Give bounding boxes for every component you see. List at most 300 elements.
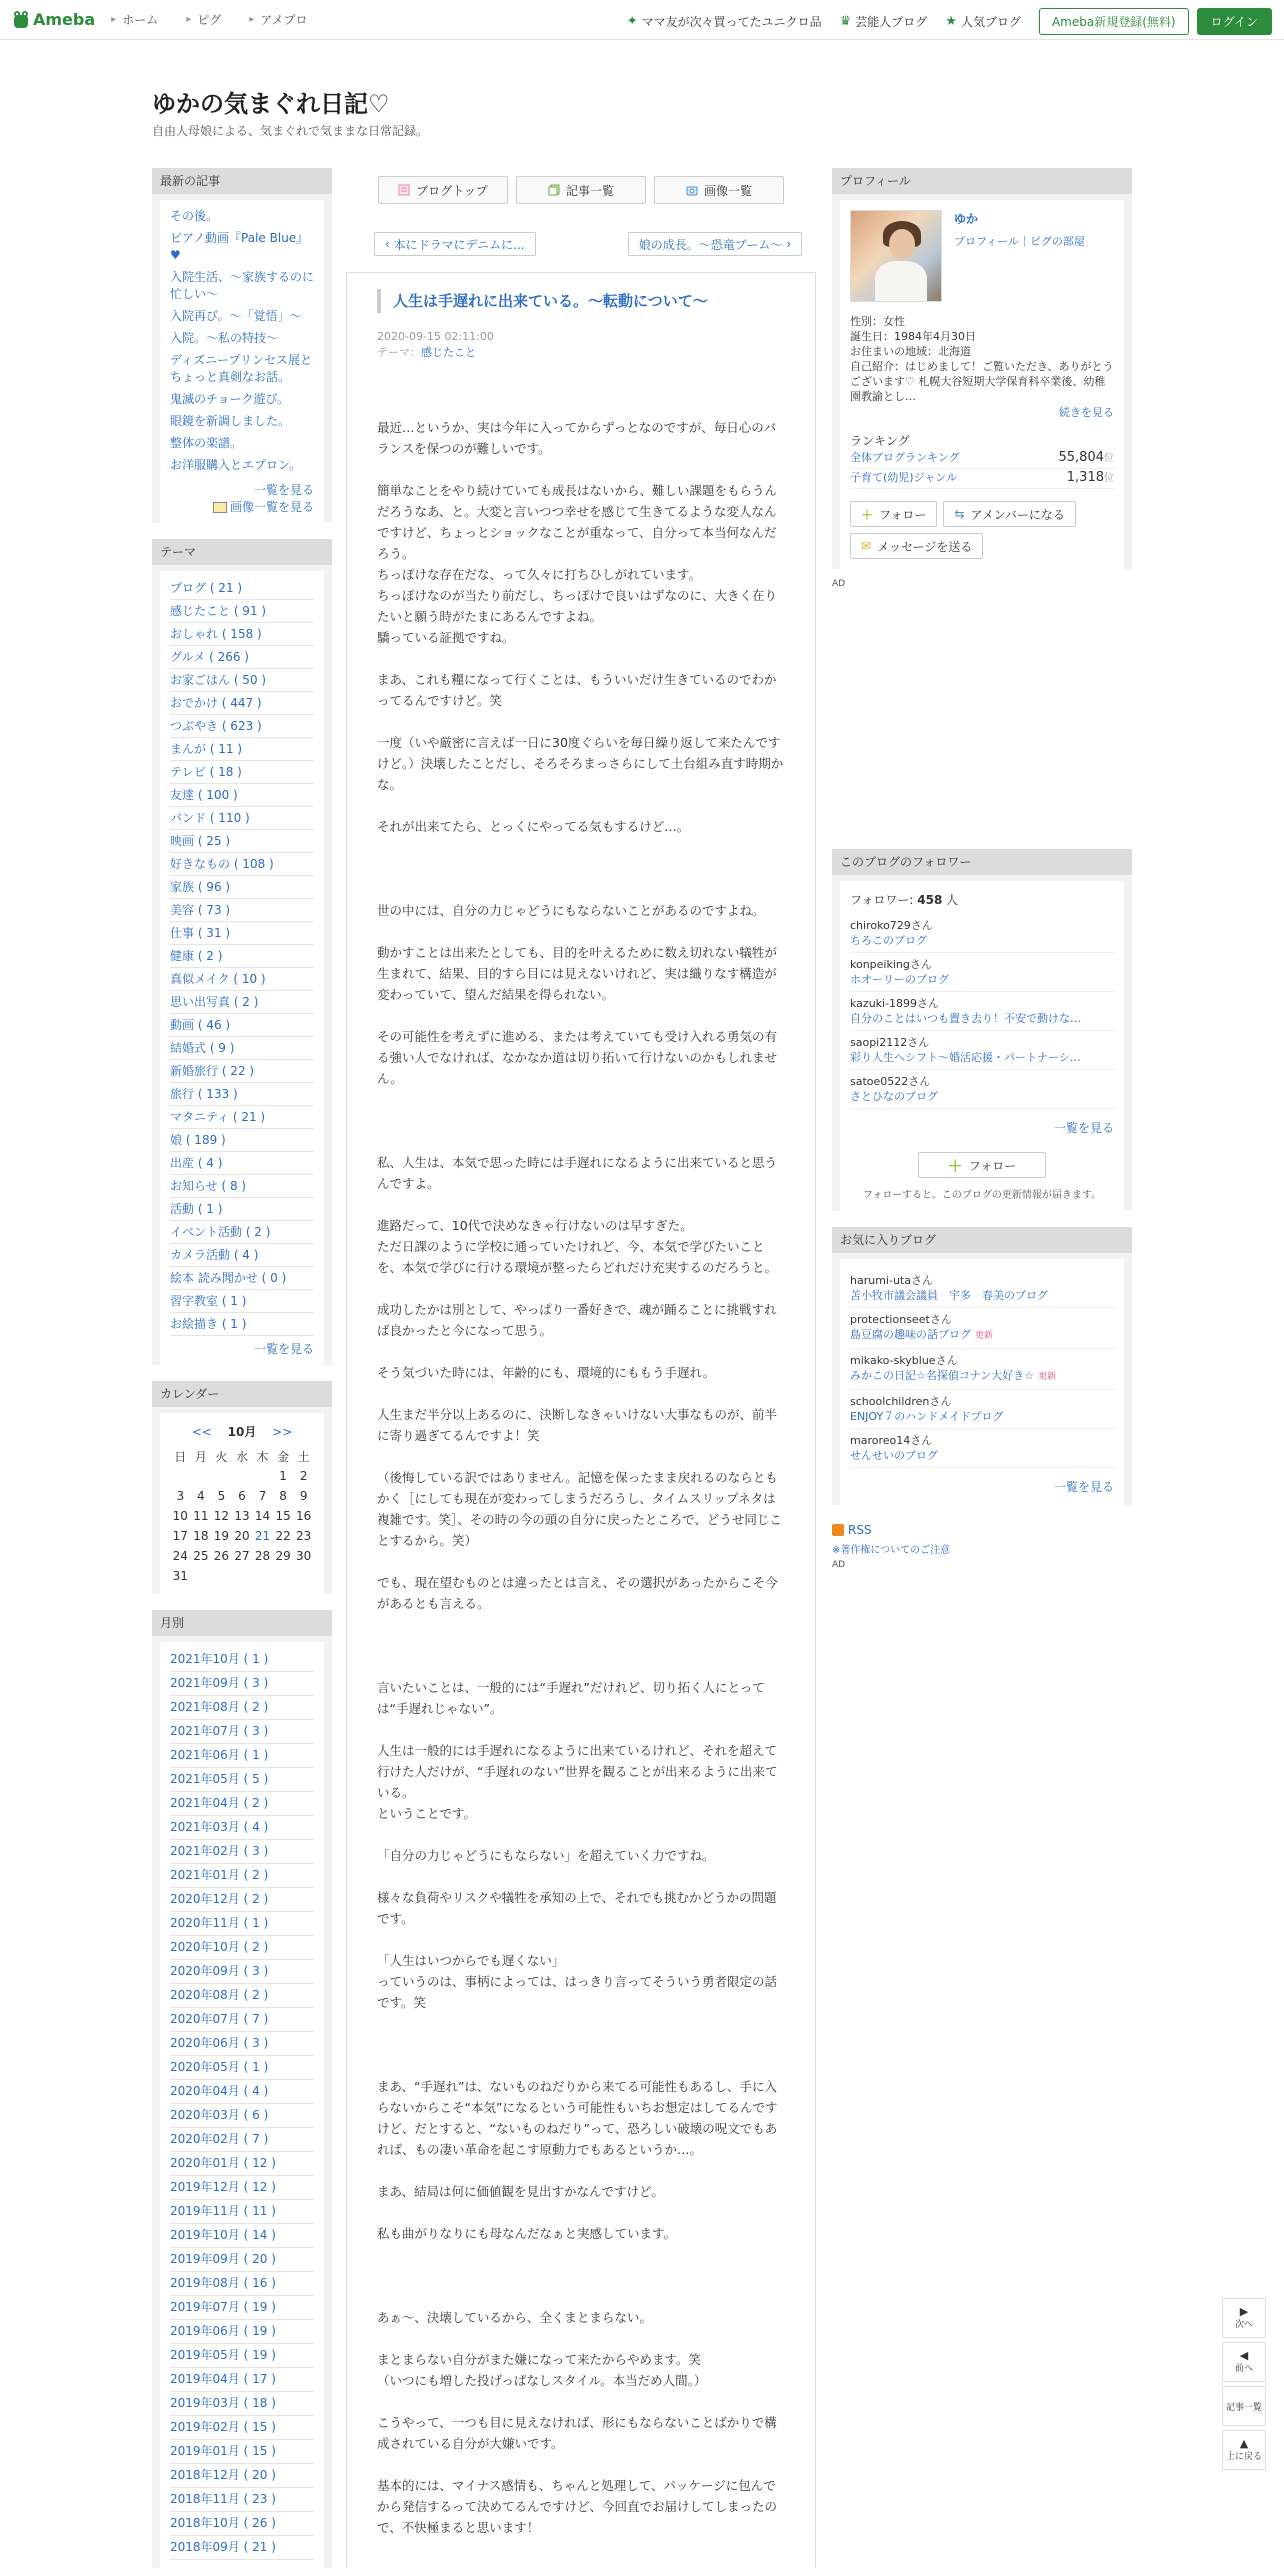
crown-icon: ♛ bbox=[839, 14, 852, 29]
profile-box bbox=[832, 168, 1132, 569]
theme-link[interactable]: 感じたこと ( 91 ) bbox=[170, 600, 314, 623]
month-archive-link[interactable]: 2020年04月 ( 4 ) bbox=[170, 2080, 314, 2104]
float-prev-button[interactable] bbox=[1222, 2342, 1266, 2382]
favorite-blog-user: maroreo14さん bbox=[850, 1434, 933, 1447]
calendar-day bbox=[252, 1566, 273, 1586]
rss-icon bbox=[832, 1524, 844, 1536]
ranking-unit: 位 bbox=[1104, 453, 1114, 464]
calendar-day bbox=[211, 1566, 232, 1586]
follow-label: フォロー bbox=[879, 507, 927, 522]
ranking-number: 1,318 bbox=[1066, 470, 1104, 485]
next-article-button[interactable] bbox=[628, 232, 802, 256]
article-paragraph: 最近…というか、実は今年に入ってからずっとなのですが、毎日心のバランスを保つのが難しいです。 bbox=[377, 420, 777, 456]
calendar-day: 13 bbox=[234, 1509, 250, 1523]
chevron-right-icon: ▸ bbox=[111, 14, 117, 25]
calendar-day bbox=[191, 1466, 212, 1486]
calendar-day: 12 bbox=[213, 1509, 230, 1523]
chevron-right-icon: ▸ bbox=[186, 14, 192, 25]
follower-count-value: 458 bbox=[917, 893, 943, 907]
article-pager bbox=[374, 232, 802, 256]
follower-user: satoe0522さん bbox=[850, 1075, 931, 1088]
month-archive-link[interactable]: 2020年01月 ( 12 ) bbox=[170, 2152, 314, 2176]
article-list-button[interactable] bbox=[516, 176, 646, 204]
profile-avatar[interactable] bbox=[850, 210, 942, 302]
theme-link[interactable]: イベント活動 ( 2 ) bbox=[170, 1221, 314, 1244]
float-article-list-button[interactable] bbox=[1222, 2386, 1266, 2426]
follower-item bbox=[850, 914, 1114, 953]
triangle-left-icon: ◀ bbox=[1239, 2349, 1249, 2362]
calendar-day: 31 bbox=[172, 1569, 188, 1583]
calendar-weekday: 水 bbox=[235, 1449, 248, 1464]
favorite-blogs-list bbox=[850, 1269, 1114, 1468]
month-archive-link[interactable]: 2019年04月 ( 17 ) bbox=[170, 2368, 314, 2392]
calendar-day bbox=[232, 1566, 253, 1586]
follower-item bbox=[850, 1031, 1114, 1070]
article-title[interactable]: 人生は手遅れに出来ている。〜転動について〜 bbox=[377, 289, 815, 313]
image-list-label: 画像一覧を見る bbox=[229, 500, 314, 514]
blog-top-label: ブログトップ bbox=[416, 183, 488, 198]
message-button[interactable] bbox=[850, 533, 983, 559]
month-archive-link[interactable]: 2021年09月 ( 3 ) bbox=[170, 1672, 314, 1696]
theme-link[interactable]: 映画 ( 25 ) bbox=[170, 830, 314, 853]
image-list-button[interactable] bbox=[654, 176, 784, 204]
profile-header: プロフィール bbox=[832, 168, 1132, 194]
theme-link[interactable]: 仕事 ( 31 ) bbox=[170, 922, 314, 945]
recent-article-link[interactable]: その後。 bbox=[170, 209, 219, 223]
themes-more-link[interactable]: 一覧を見る bbox=[253, 1342, 314, 1356]
theme-link[interactable]: グルメ ( 266 ) bbox=[170, 646, 314, 669]
ranking-label[interactable]: 全体ブログランキング bbox=[850, 451, 960, 464]
article-paragraph: 動かすことは出来たとしても、目的を叶えるために数え切れない犠牲が生まれて、結果、目的すら目には見えないけれど、実は織りなす構造が変わっていて、望んだ結果を得られない。 bbox=[377, 945, 778, 1002]
favorite-blog-item bbox=[850, 1269, 1114, 1308]
calendar-weekday: 火 bbox=[215, 1449, 228, 1464]
calendar-day: 14 bbox=[254, 1509, 271, 1523]
month-archive-link[interactable]: 2018年10月 ( 26 ) bbox=[170, 2512, 314, 2536]
recent-more-link[interactable]: 一覧を見る bbox=[253, 483, 314, 497]
theme-link[interactable]: 動画 ( 46 ) bbox=[170, 1014, 314, 1037]
follower-item bbox=[850, 992, 1114, 1031]
theme-link[interactable]: 娘 ( 189 ) bbox=[170, 1129, 314, 1152]
photo-icon bbox=[213, 502, 227, 513]
follower-user: kazuki-1899さん bbox=[850, 997, 940, 1010]
favorite-blog-link[interactable] bbox=[850, 1368, 1114, 1385]
follow-blog-label: フォロー bbox=[968, 1158, 1017, 1173]
link-uniqlo[interactable] bbox=[627, 13, 822, 30]
ranking-header: ランキング bbox=[850, 434, 910, 448]
month-archive-link[interactable]: 2018年09月 ( 21 ) bbox=[170, 2536, 314, 2560]
theme-link[interactable]: 新婚旅行 ( 22 ) bbox=[170, 1060, 314, 1083]
article-paragraph: 「人生はいつからでも遅くない」 っていうのは、事柄によっては、はっきり言ってそういう勇者限定の話です。笑 bbox=[377, 1953, 778, 2010]
article-theme-link[interactable]: 感じたこと bbox=[421, 346, 476, 359]
article-meta bbox=[377, 329, 815, 361]
recent-article-link[interactable]: お洋服購入とエプロン。 bbox=[170, 458, 302, 472]
theme-link[interactable]: 真似メイク ( 10 ) bbox=[170, 968, 314, 991]
favorite-blog-name: みかこの日記☆名探偵コナン大好き☆ bbox=[850, 1369, 1035, 1382]
monthly-archive-header: 月別 bbox=[152, 1610, 332, 1636]
calendar-day: 4 bbox=[197, 1489, 205, 1503]
themes-header: テーマ bbox=[152, 539, 332, 565]
month-archive-link[interactable]: 2018年11月 ( 23 ) bbox=[170, 2488, 314, 2512]
follower-blog-link[interactable]: さとひなのブログ bbox=[850, 1090, 938, 1103]
month-archive-link[interactable]: 2019年06月 ( 19 ) bbox=[170, 2320, 314, 2344]
theme-link[interactable]: テレビ ( 18 ) bbox=[170, 761, 314, 784]
theme-link[interactable]: ブログ ( 21 ) bbox=[170, 577, 314, 600]
month-archive-link[interactable]: 2021年02月 ( 3 ) bbox=[170, 1840, 314, 1864]
ameba-logo-text: Ameba bbox=[33, 10, 96, 29]
copyright-note-link[interactable]: ※著作権についてのご注意 bbox=[832, 1545, 951, 1556]
global-header bbox=[0, 0, 1284, 40]
recent-article-link[interactable]: ピアノ動画『Pale Blue』♥ bbox=[170, 231, 309, 262]
favorite-blog-item bbox=[850, 1429, 1114, 1468]
image-list-label: 画像一覧 bbox=[703, 183, 752, 198]
month-archive-link[interactable]: 2019年08月 ( 16 ) bbox=[170, 2272, 314, 2296]
article-date: 2020-09-15 02:11:00 bbox=[377, 330, 494, 343]
favorite-blog-user: harumi-utaさん bbox=[850, 1274, 933, 1287]
plus-icon: ＋ bbox=[861, 507, 874, 522]
favorite-blog-name: 苫小牧市議会議員 宇多 春美のブログ bbox=[850, 1289, 1048, 1302]
float-article-list-label: 記事一覧 bbox=[1225, 2402, 1262, 2413]
favorite-blog-name: せんせいのブログ bbox=[850, 1449, 938, 1462]
month-archive-link[interactable]: 2021年08月 ( 2 ) bbox=[170, 1696, 314, 1720]
followers-box bbox=[832, 849, 1132, 1211]
themes-box bbox=[152, 539, 332, 1365]
calendar-day bbox=[273, 1566, 294, 1586]
theme-link[interactable]: お家ごはん ( 50 ) bbox=[170, 669, 314, 692]
month-archive-link[interactable]: 2019年09月 ( 20 ) bbox=[170, 2248, 314, 2272]
recent-article-link[interactable]: ディズニープリンセス展とちょっと真剣なお話。 bbox=[170, 353, 312, 384]
theme-link[interactable]: 活動 ( 1 ) bbox=[170, 1198, 314, 1221]
profile-more-link[interactable]: 続きを見る bbox=[1059, 406, 1114, 419]
follower-list bbox=[850, 914, 1114, 1109]
follow-note: フォローすると、このブログの更新情報が届きます。 bbox=[862, 1190, 1102, 1201]
month-archive-link[interactable]: 2019年05月 ( 19 ) bbox=[170, 2344, 314, 2368]
month-archive-link[interactable]: 2019年07月 ( 19 ) bbox=[170, 2296, 314, 2320]
calendar-day: 30 bbox=[296, 1549, 312, 1563]
recent-article-link[interactable]: 入院。〜私の特技〜 bbox=[170, 331, 279, 345]
month-archive-link[interactable]: 2021年07月 ( 3 ) bbox=[170, 1720, 314, 1744]
month-archive-link[interactable]: 2020年03月 ( 6 ) bbox=[170, 2104, 314, 2128]
month-archive-link[interactable]: 2019年12月 ( 12 ) bbox=[170, 2176, 314, 2200]
link-celebrity-blog[interactable] bbox=[840, 13, 928, 30]
theme-link[interactable]: カメラ活動 ( 4 ) bbox=[170, 1244, 314, 1267]
calendar-day bbox=[170, 1466, 191, 1486]
follower-item bbox=[850, 1070, 1114, 1109]
theme-link[interactable]: お絵描き ( 1 ) bbox=[170, 1313, 314, 1336]
article-paragraph: 世の中には、自分の力じゃどうにもならないことがあるのですよね。 bbox=[377, 903, 765, 918]
month-archive-link[interactable]: 2020年06月 ( 3 ) bbox=[170, 2032, 314, 2056]
article-paragraph: まあ、“手遅れ”は、ないものねだりから来てる可能性もあるし、手に入らないからこそ“本気”になるという可能性もいちお想定はしてるんですけど、だとすると、“ないものねだり”って、恐ろしい破壊の呪文でもあれば、もの凄い革命を起こす原動力でもあるというか…。 bbox=[377, 2079, 778, 2157]
calendar-day: 17 bbox=[172, 1529, 188, 1543]
theme-link[interactable]: 出産 ( 4 ) bbox=[170, 1152, 314, 1175]
article-paragraph: （後悔している訳ではありません。記憶を保ったまま戻れるのならともかく［にしても現在が変わってしまうだろうし、タイムスリップネタは複雑です。笑］、その時の今の頭の自分に戻ったところで、どうせ同じことするから。笑） bbox=[377, 1470, 782, 1548]
month-archive-link[interactable]: 2020年05月 ( 1 ) bbox=[170, 2056, 314, 2080]
month-archive-link[interactable]: 2018年12月 ( 20 ) bbox=[170, 2464, 314, 2488]
recent-article-link[interactable]: 整体の楽譜。 bbox=[170, 436, 243, 450]
theme-link[interactable]: バンド ( 110 ) bbox=[170, 807, 314, 830]
article-paragraph: まあ、これも糧になって行くことは、もういいだけ生きているのでわかってるんですけど。笑 bbox=[377, 672, 777, 708]
global-nav bbox=[111, 11, 335, 28]
ranking-unit: 位 bbox=[1104, 473, 1114, 484]
profile-links[interactable]: プロフィール｜ピグの部屋 bbox=[954, 235, 1085, 248]
calendar-day: 27 bbox=[234, 1549, 250, 1563]
follower-user: konpeikingさん bbox=[850, 958, 932, 971]
follower-blog-link[interactable]: 彩り人生へシフト〜婚活応援・パートナーシ… bbox=[850, 1051, 1081, 1064]
article-theme-label: テーマ： bbox=[377, 346, 421, 359]
calendar-weekday: 木 bbox=[256, 1449, 269, 1464]
theme-link[interactable]: 結婚式 ( 9 ) bbox=[170, 1037, 314, 1060]
float-next-button[interactable] bbox=[1222, 2298, 1266, 2338]
theme-link[interactable]: 家族 ( 96 ) bbox=[170, 876, 314, 899]
theme-link[interactable]: つぶやき ( 623 ) bbox=[170, 715, 314, 738]
article-body bbox=[377, 417, 785, 2538]
month-archive-link[interactable]: 2020年11月 ( 1 ) bbox=[170, 1912, 314, 1936]
calendar-day: 25 bbox=[193, 1549, 209, 1563]
calendar-day[interactable]: 21 bbox=[254, 1529, 271, 1543]
floating-nav bbox=[1222, 2298, 1266, 2474]
favorite-blog-item bbox=[850, 1349, 1114, 1390]
follower-user: saopi2112さん bbox=[850, 1036, 930, 1049]
calendar-day: 2 bbox=[299, 1469, 308, 1483]
calendar-next-button[interactable]: >> bbox=[272, 1425, 293, 1439]
theme-link[interactable]: 友達 ( 100 ) bbox=[170, 784, 314, 807]
calendar-grid bbox=[170, 1446, 314, 1586]
ranking-row bbox=[850, 469, 1114, 489]
follower-count-label: フォロワー: bbox=[850, 893, 918, 907]
follower-blog-link[interactable]: ちろこのブログ bbox=[850, 934, 927, 947]
calendar-day: 6 bbox=[238, 1489, 246, 1503]
monthly-archive-box bbox=[152, 1610, 332, 2568]
theme-link[interactable]: 旅行 ( 133 ) bbox=[170, 1083, 314, 1106]
theme-link[interactable]: 絵本 読み聞かせ ( 0 ) bbox=[170, 1267, 314, 1290]
chevron-right-icon: › bbox=[782, 237, 791, 251]
favorite-blogs-box bbox=[832, 1227, 1132, 1505]
article bbox=[346, 272, 816, 2568]
ameba-logo[interactable] bbox=[12, 10, 95, 30]
calendar-day bbox=[252, 1466, 273, 1486]
month-archive-link[interactable]: 2021年10月 ( 1 ) bbox=[170, 1648, 314, 1672]
left-sidebar bbox=[152, 168, 332, 2568]
calendar-day: 3 bbox=[176, 1489, 185, 1503]
article-list-label: 記事一覧 bbox=[565, 183, 614, 198]
favorite-blogs-header: お気に入りブログ bbox=[832, 1227, 1132, 1253]
calendar-day: 5 bbox=[217, 1489, 226, 1503]
follow-button[interactable] bbox=[850, 501, 937, 527]
triangle-up-icon: ▲ bbox=[1239, 2437, 1249, 2450]
profile-name[interactable]: ゆか bbox=[954, 212, 979, 226]
ranking-number: 55,804 bbox=[1058, 450, 1104, 465]
calendar-weekday: 土 bbox=[297, 1449, 310, 1464]
article-paragraph: 言いたいことは、一般的には“手遅れ”だけれど、切り拓く人にとっては“手遅れじゃない”。 bbox=[377, 1680, 765, 1716]
image-list-link[interactable] bbox=[170, 498, 314, 515]
month-archive-link[interactable]: 2020年07月 ( 7 ) bbox=[170, 2008, 314, 2032]
calendar-day: 11 bbox=[193, 1509, 209, 1523]
article-list-icon bbox=[548, 184, 560, 196]
follower-blog-link[interactable]: 自分のことはいつも置き去り！不安で動けな… bbox=[850, 1012, 1081, 1025]
recent-article-link[interactable]: 眼鏡を新調しました。 bbox=[170, 414, 291, 428]
profile-info-text: 性別：女性 誕生日：1984年4月30日 お住まいの地域：北海道 自己紹介：はじめまして！ご覧いただき、ありがとうございます♡ 札幌大谷短期大学保育科卒業後、幼稚園教諭とし… bbox=[850, 315, 1114, 403]
calendar-day: 9 bbox=[299, 1489, 308, 1503]
theme-link[interactable]: 習字教室 ( 1 ) bbox=[170, 1290, 314, 1313]
message-label: メッセージを送る bbox=[877, 539, 973, 554]
article-paragraph: 人生は一般的には手遅れになるように出来ているけれど、それを超えて行けた人だけが、“手遅れのない”世界を観ることが出来るように出来ている。 ということです。 bbox=[377, 1743, 778, 1821]
calendar-day: 22 bbox=[275, 1529, 291, 1543]
article-paragraph: 人生まだ半分以上あるのに、決断しなきゃいけない大事なものが、前半に寄り過ぎてるんですよ！笑 bbox=[377, 1407, 778, 1443]
nav-pigg-label: ピグ bbox=[197, 13, 222, 27]
recent-article-link[interactable]: 鬼滅のチョーク遊び。 bbox=[170, 392, 290, 406]
triangle-right-icon: ▶ bbox=[1239, 2305, 1249, 2318]
calendar-day bbox=[293, 1566, 314, 1586]
theme-link[interactable]: 好きなもの ( 108 ) bbox=[170, 853, 314, 876]
rss-link[interactable] bbox=[832, 1523, 1132, 1537]
article-paragraph: でも、現在望むものとは違ったとは言え、その選択があったからこそ今があるとも言える。 bbox=[377, 1575, 778, 1611]
updated-badge: 更新 bbox=[975, 1331, 994, 1341]
month-archive-link[interactable]: 2020年08月 ( 2 ) bbox=[170, 1984, 314, 2008]
ranking-value bbox=[1059, 449, 1115, 468]
favorite-blog-link[interactable] bbox=[850, 1448, 1114, 1463]
followers-more-link[interactable]: 一覧を見る bbox=[1053, 1121, 1114, 1135]
prev-article-button[interactable] bbox=[374, 232, 536, 256]
calendar-day: 18 bbox=[193, 1529, 209, 1543]
star-icon: ★ bbox=[945, 14, 957, 29]
sparkle-icon: ✦ bbox=[626, 14, 638, 29]
month-archive-link[interactable]: 2019年10月 ( 14 ) bbox=[170, 2224, 314, 2248]
month-archive-link[interactable]: 2020年12月 ( 2 ) bbox=[170, 1888, 314, 1912]
theme-link[interactable]: おしゃれ ( 158 ) bbox=[170, 623, 314, 646]
month-archive-link[interactable]: 2019年03月 ( 18 ) bbox=[170, 2392, 314, 2416]
article-paragraph: それが出来てたら、とっくにやってる気もするけど…。 bbox=[377, 819, 690, 834]
theme-link[interactable]: 美容 ( 73 ) bbox=[170, 899, 314, 922]
calendar-day bbox=[191, 1566, 212, 1586]
month-archive-link[interactable]: 2019年02月 ( 15 ) bbox=[170, 2416, 314, 2440]
article-theme bbox=[377, 345, 815, 361]
month-archive-link[interactable]: 2021年03月 ( 4 ) bbox=[170, 1816, 314, 1840]
calendar-day: 23 bbox=[296, 1529, 312, 1543]
follow-blog-button[interactable] bbox=[918, 1152, 1046, 1178]
article-paragraph: あぁ〜、決壊しているから、全くまとまらない。 bbox=[377, 2310, 652, 2325]
recent-articles-list bbox=[170, 206, 314, 477]
nav-amepro[interactable] bbox=[249, 11, 307, 28]
calendar-prev-button[interactable]: << bbox=[191, 1425, 212, 1439]
float-top-button[interactable] bbox=[1222, 2430, 1266, 2470]
theme-link[interactable]: 思い出写真 ( 2 ) bbox=[170, 991, 314, 1014]
ameba-frog-icon bbox=[12, 10, 30, 30]
article-paragraph: 基本的には、マイナス感情も、ちゃんと処理して、パッケージに包んでから発信するって決めてるんですけど、今回直でお届けしてしまったので、不快極まると思います！ bbox=[377, 2478, 778, 2535]
favorite-blog-user: schoolchildrenさん bbox=[850, 1395, 952, 1408]
blog-title[interactable]: ゆかの気まぐれ日記♡ bbox=[152, 90, 390, 118]
month-archive-link[interactable]: 2020年02月 ( 7 ) bbox=[170, 2128, 314, 2152]
right-sidebar bbox=[832, 168, 1132, 1570]
mail-icon: ✉ bbox=[861, 539, 872, 553]
article-paragraph: 一度（いや厳密に言えば一日に30度ぐらいを毎日繰り返して来たんですけど。）決壊したことだし、そろそろまっさらにして土台組み直す時期かな。 bbox=[377, 735, 784, 792]
calendar-day: 16 bbox=[296, 1509, 312, 1523]
float-top-label: 上に戻る bbox=[1225, 2452, 1262, 2462]
calendar-day bbox=[211, 1466, 232, 1486]
article-paragraph: 私も曲がりなりにも母なんだなぁと実感しています。 bbox=[377, 2226, 677, 2241]
favorite-blog-link[interactable] bbox=[850, 1288, 1114, 1303]
month-archive-link[interactable]: 2019年11月 ( 11 ) bbox=[170, 2200, 314, 2224]
nav-home[interactable] bbox=[111, 11, 158, 28]
article-paragraph: こうやって、一つも目に見えなければ、形にもならないことばかりで構成されている自分が大嫌いです。 bbox=[377, 2415, 777, 2451]
ranking-label[interactable]: 子育て(幼児)ジャンル bbox=[850, 471, 958, 484]
favorite-blog-link[interactable] bbox=[850, 1409, 1114, 1424]
calendar-day: 26 bbox=[213, 1549, 230, 1563]
float-next-label: 次へ bbox=[1234, 2320, 1253, 2330]
calendar-day: 29 bbox=[275, 1549, 291, 1563]
ad-label: AD bbox=[832, 579, 846, 589]
follower-blog-link[interactable]: ホオーリーのブログ bbox=[850, 973, 949, 986]
login-button[interactable]: ログイン bbox=[1197, 8, 1272, 35]
blog-top-button[interactable] bbox=[378, 176, 508, 204]
calendar-weekday: 金 bbox=[277, 1449, 290, 1464]
float-prev-label: 前へ bbox=[1234, 2364, 1253, 2374]
calendar-day: 8 bbox=[279, 1489, 287, 1503]
theme-link[interactable]: マタニティ ( 21 ) bbox=[170, 1106, 314, 1129]
calendar-day bbox=[232, 1466, 253, 1486]
month-archive-link[interactable]: 2021年01月 ( 2 ) bbox=[170, 1864, 314, 1888]
favorite-blog-item bbox=[850, 1390, 1114, 1429]
ranking-row bbox=[850, 449, 1114, 469]
calendar-day: 7 bbox=[258, 1489, 267, 1503]
blog-description: 自由人母娘による、気まぐれで気ままな日常記録。 bbox=[152, 124, 429, 138]
month-archive-link[interactable]: 2020年09月 ( 3 ) bbox=[170, 1960, 314, 1984]
month-archive-link[interactable]: 2021年06月 ( 1 ) bbox=[170, 1744, 314, 1768]
next-article-label: 娘の成長。〜恐竜ブーム〜 bbox=[638, 237, 783, 252]
home-page-icon bbox=[398, 184, 410, 196]
article-paragraph: まあ、結局は何に価値観を見出すかなんですけど。 bbox=[377, 2184, 665, 2199]
blog-nav-buttons bbox=[378, 176, 792, 204]
calendar-day: 20 bbox=[234, 1529, 250, 1543]
follower-count-unit: 人 bbox=[942, 893, 959, 907]
link-popular-label: 人気ブログ bbox=[960, 15, 1021, 29]
favorite-blog-item bbox=[850, 1308, 1114, 1349]
favorite-blog-user: mikako-skyblueさん bbox=[850, 1354, 958, 1367]
month-archive-link[interactable]: 2021年05月 ( 5 ) bbox=[170, 1768, 314, 1792]
article-paragraph: 様々な負荷やリスクや犠牲を承知の上で、それでも挑むかどうかの問題です。 bbox=[377, 1890, 777, 1926]
amember-icon: ⇆ bbox=[954, 507, 965, 521]
follower-count bbox=[850, 891, 1114, 908]
link-popular-blog[interactable] bbox=[945, 13, 1021, 30]
recent-articles-box bbox=[152, 168, 332, 523]
theme-link[interactable]: お知らせ ( 8 ) bbox=[170, 1175, 314, 1198]
recent-article-link[interactable]: 入院生活、〜家族するのに忙しい〜 bbox=[170, 270, 315, 301]
nav-home-label: ホーム bbox=[122, 13, 159, 27]
calendar-header: カレンダー bbox=[152, 1381, 332, 1407]
month-archive-link[interactable]: 2020年10月 ( 2 ) bbox=[170, 1936, 314, 1960]
rss-label: RSS bbox=[848, 1523, 872, 1537]
month-archive-link[interactable]: 2019年01月 ( 15 ) bbox=[170, 2440, 314, 2464]
theme-link[interactable]: まんが ( 11 ) bbox=[170, 738, 314, 761]
month-archive-link[interactable]: 2021年04月 ( 2 ) bbox=[170, 1792, 314, 1816]
amember-button[interactable] bbox=[943, 501, 1076, 527]
favorite-blog-name: ENJOY７のハンドメイドブログ bbox=[850, 1410, 1004, 1423]
link-uniqlo-label: ママ友が次々買ってたユニクロ品 bbox=[641, 15, 822, 29]
chevron-left-icon: ‹ bbox=[385, 237, 394, 251]
theme-link[interactable]: 健康 ( 2 ) bbox=[170, 945, 314, 968]
calendar-day: 15 bbox=[275, 1509, 291, 1523]
favorite-blog-user: protectionseetさん bbox=[850, 1313, 952, 1326]
favorites-more-link[interactable]: 一覧を見る bbox=[1053, 1480, 1114, 1494]
theme-link[interactable]: おでかけ ( 447 ) bbox=[170, 692, 314, 715]
recent-article-link[interactable]: 入院再び。〜「覚悟」〜 bbox=[170, 309, 302, 323]
register-button[interactable]: Ameba新規登録(無料) bbox=[1039, 8, 1189, 35]
favorite-blog-link[interactable] bbox=[850, 1327, 1114, 1344]
nav-amepro-label: アメプロ bbox=[260, 13, 308, 27]
camera-icon bbox=[686, 184, 698, 196]
article-paragraph: その可能性を考えずに進める、または考えていても受け入れる勇気の有る強い人でなければ、なかなか道は切り拓いて行けないのかもしれません。 bbox=[377, 1029, 778, 1086]
plus-icon: ＋ bbox=[947, 1156, 963, 1175]
followers-header: このブログのフォロワー bbox=[832, 849, 1132, 875]
nav-pigg[interactable] bbox=[186, 11, 221, 28]
